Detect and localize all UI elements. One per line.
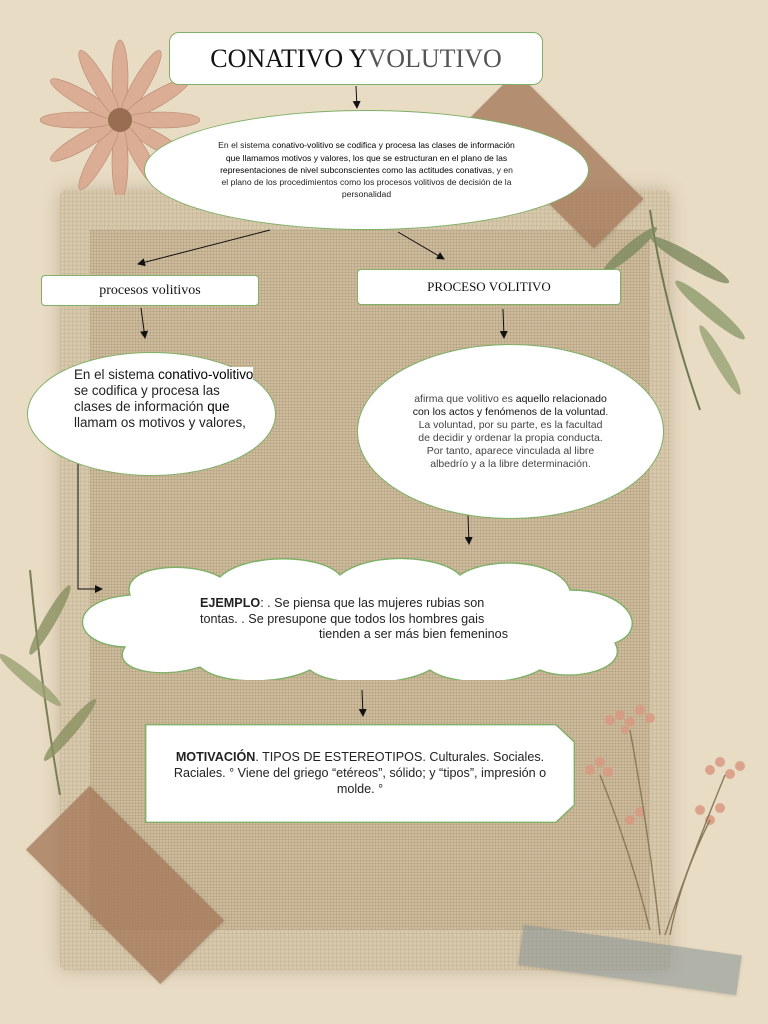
example-line-3: tienden a ser más bien femeninos	[318, 627, 508, 642]
motivation-body: . TIPOS DE ESTEREOTIPOS. Culturales. Sociales. Raciales. ° Viene del griego “etéreos”, sólido; y “tipos”, impresión o molde. °	[173, 750, 547, 796]
example-cloud-text	[200, 596, 520, 643]
proceso-volitivo-label: PROCESO VOLITIVO	[427, 279, 551, 294]
left-ellipse-text	[74, 367, 254, 431]
title-part2: VOLUTIVO	[367, 43, 502, 73]
proceso-volitivo-box	[357, 269, 621, 305]
right-ellipse-text	[413, 393, 609, 471]
motivation-text	[160, 749, 560, 797]
definition-highlight-2: conativas	[455, 164, 492, 175]
definition-text-a: En el sistema	[218, 140, 273, 151]
definition-highlight-1: conativo-volitivo	[272, 140, 334, 151]
left-ellipse-a: En el sistema	[74, 367, 159, 382]
title-part1: CONATIVO Y	[210, 43, 368, 73]
left-ellipse	[27, 352, 276, 476]
example-label: EJEMPLO	[200, 596, 261, 610]
definition-ellipse	[144, 110, 589, 230]
left-ellipse-hl1: conativo-volitivo	[158, 367, 254, 382]
left-ellipse-c: llamam os motivos y valores,	[74, 415, 246, 430]
definition-text	[217, 139, 517, 200]
right-ellipse-highlight: aquello relacionado con los actos y fenómenos de la voluntad	[412, 392, 607, 418]
right-ellipse	[357, 344, 664, 519]
right-ellipse-b: . La voluntad, por su parte, es la facultad de decidir y ordenar la propia conducta. Por tanto, aparece vinculada al libre albedrío y a la libre determinación.	[418, 405, 609, 470]
right-ellipse-a: afirma que volitivo es	[414, 392, 516, 405]
procesos-volitivos-box	[41, 275, 259, 306]
example-line-2: tontas. . Se presupone que todos los hombres gais	[200, 611, 485, 626]
left-ellipse-hl2: que	[207, 399, 230, 414]
procesos-volitivos-label: procesos volitivos	[99, 282, 201, 298]
definition-text-b: se codifica y procesa las clases de información que llamamos motivos y valores, los que se estructuran en el plano de las representaciones de nivel subconscientes como las actitudes	[220, 140, 515, 175]
left-ellipse-b: se codifica y procesa las clases de información	[74, 383, 220, 414]
motivation-label: MOTIVACIÓN	[175, 750, 256, 764]
definition-text-c: , y en el plano de los procedimientos como los procesos volitivos de decisión de la personalidad	[221, 164, 513, 200]
title-box	[169, 32, 543, 85]
example-line-1: : . Se piensa que las mujeres rubias son	[260, 596, 485, 610]
